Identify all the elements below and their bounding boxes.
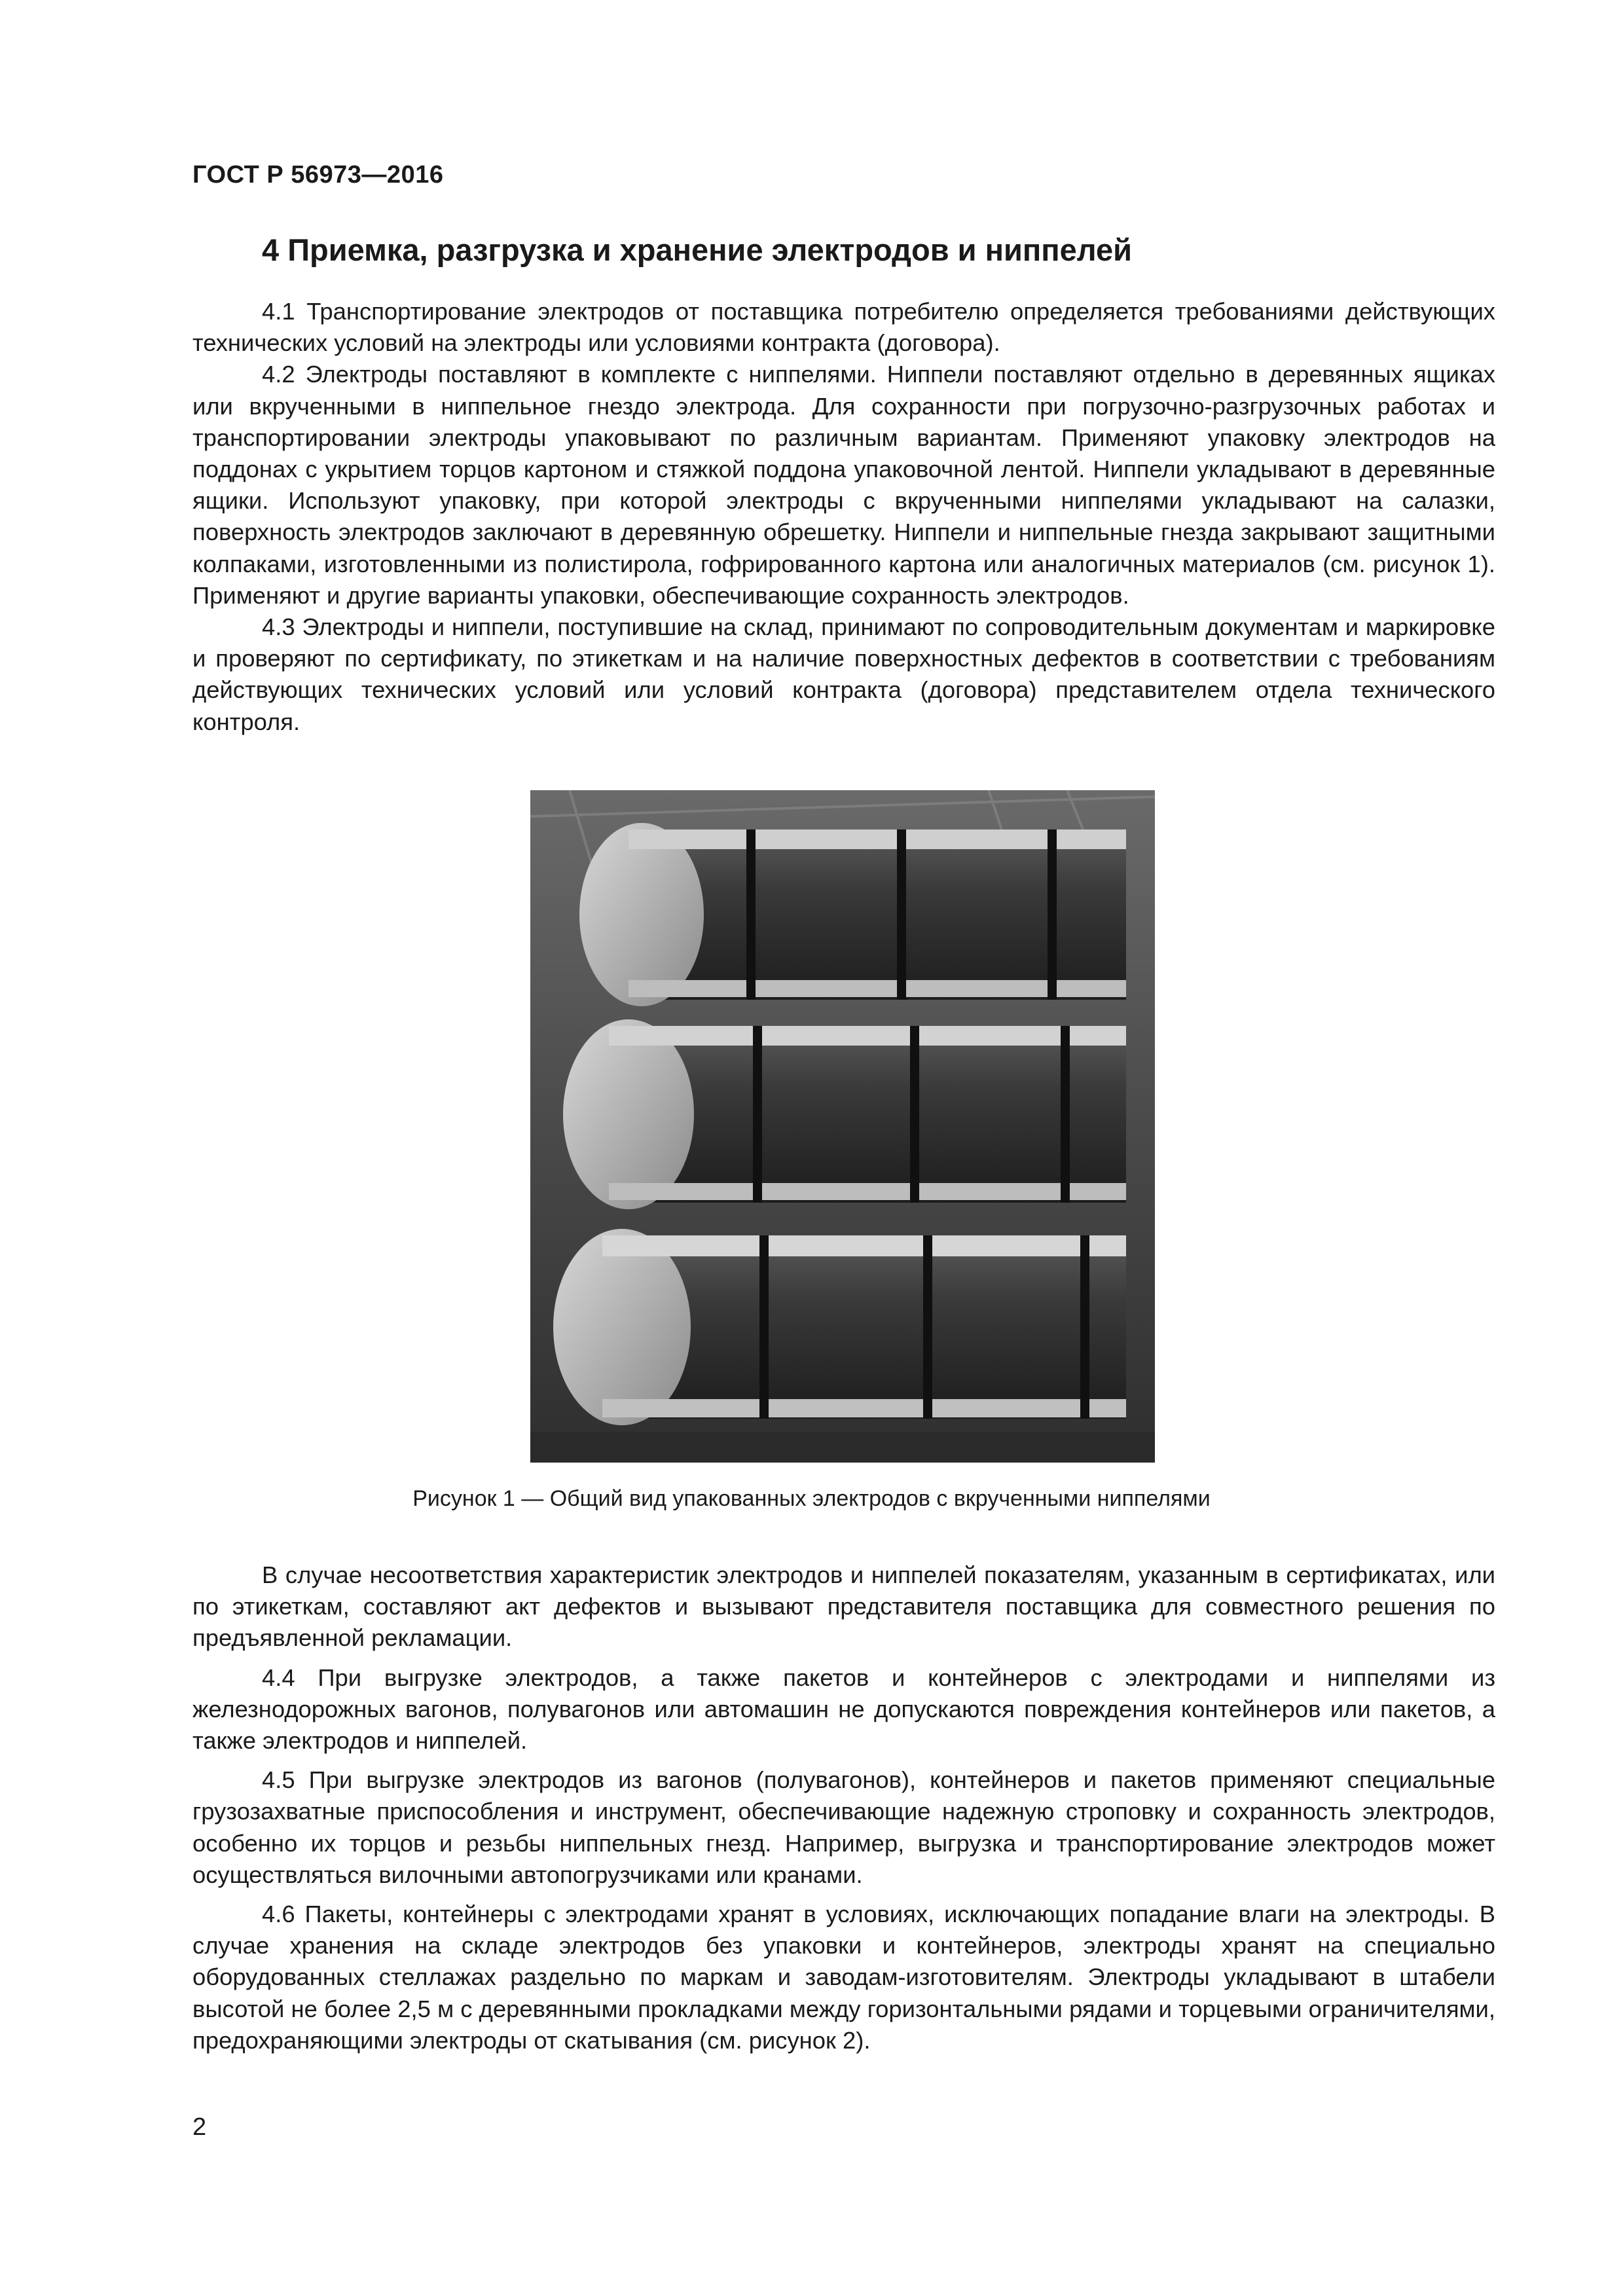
paragraph-nonconformity: В случае несоответствия характеристик электродов и ниппелей показателям, указанным в сертификатах, или по этикеткам, составляют акт дефектов и вызывают представителя поставщика для совместного решения по предъявленной рекламации. bbox=[192, 1561, 1495, 1652]
paragraphs-bottom bbox=[192, 1559, 1495, 2056]
section-title: 4 Приемка, разгрузка и хранение электродов и ниппелей bbox=[262, 232, 1133, 267]
paragraph-4-4: 4.4 При выгрузке электродов, а также пакетов и контейнеров с электродами и ниппелями из железнодорожных вагонов, полувагонов или автомашин не допускаются повреждения контейнеров или пакетов, а также электродов и ниппелей. bbox=[192, 1664, 1495, 1755]
figure-1-photo bbox=[530, 790, 1155, 1463]
page-number: 2 bbox=[192, 2113, 207, 2141]
paragraph-4-1: 4.1 Транспортирование электродов от поставщика потребителю определяется требованиями действующих технических условий на электроды или условиями контракта (договора). bbox=[192, 298, 1495, 357]
paragraph-4-5: 4.5 При выгрузке электродов из вагонов (полувагонов), контейнеров и пакетов применяют специальные грузозахватные приспособления и инструмент, обеспечивающие надежную строповку и сохранность электродов, особенно их торцов и резьбы ниппельных гнезд. Например, выгрузка и транспортирование электродов может осуществляться вилочными автопогрузчиками или кранами. bbox=[192, 1766, 1495, 1888]
paragraph-4-6: 4.6 Пакеты, контейнеры с электродами хранят в условиях, исключающих попадание влаги на электроды. В случае хранения на складе электродов без упаковки и контейнеров, электроды хранят на специально оборудованных стеллажах раздельно по маркам и заводам-изготовителям. Электроды укладывают в штабели высотой не более 2,5 м с деревянными прокладками между горизонтальными рядами и торцевыми ограничителями, предохраняющими электроды от скатывания (см. рисунок 2). bbox=[192, 1901, 1495, 2054]
paragraph-4-3: 4.3 Электроды и ниппели, поступившие на склад, принимают по сопроводительным документам и маркировке и проверяют по сертификату, по этикеткам и на наличие поверхностных дефектов в соответствии с требованиям действующих технических условий или условий контракта (договора) представителем отдела технического контроля. bbox=[192, 613, 1495, 735]
paragraphs-top bbox=[192, 296, 1495, 738]
figure-1-caption: Рисунок 1 — Общий вид упакованных электродов с вкрученными ниппелями bbox=[412, 1486, 1211, 1511]
document-header-id: ГОСТ Р 56973—2016 bbox=[192, 161, 444, 189]
paragraph-4-2: 4.2 Электроды поставляют в комплекте с ниппелями. Ниппели поставляют отдельно в деревянных ящиках или вкрученными в ниппельное гнездо электрода. Для сохранности при погрузочно-разгрузочных работах и транспортировании электроды упаковывают по различным вариантам. Применяют упаковку электродов на поддонах с укрытием торцов картоном и стяжкой поддона упаковочной лентой. Ниппели укладывают в деревянные ящики. Используют упаковку, при которой электроды с вкрученными ниппелями укладывают на салазки, поверхность электродов заключают в деревянную обрешетку. Ниппели и ниппельные гнезда закрывают защитными колпаками, изготовленными из полистирола, гофрированного картона или аналогичных материалов (см. рисунок 1). Применяют и другие варианты упаковки, обеспечивающие сохранность электродов. bbox=[192, 361, 1495, 609]
